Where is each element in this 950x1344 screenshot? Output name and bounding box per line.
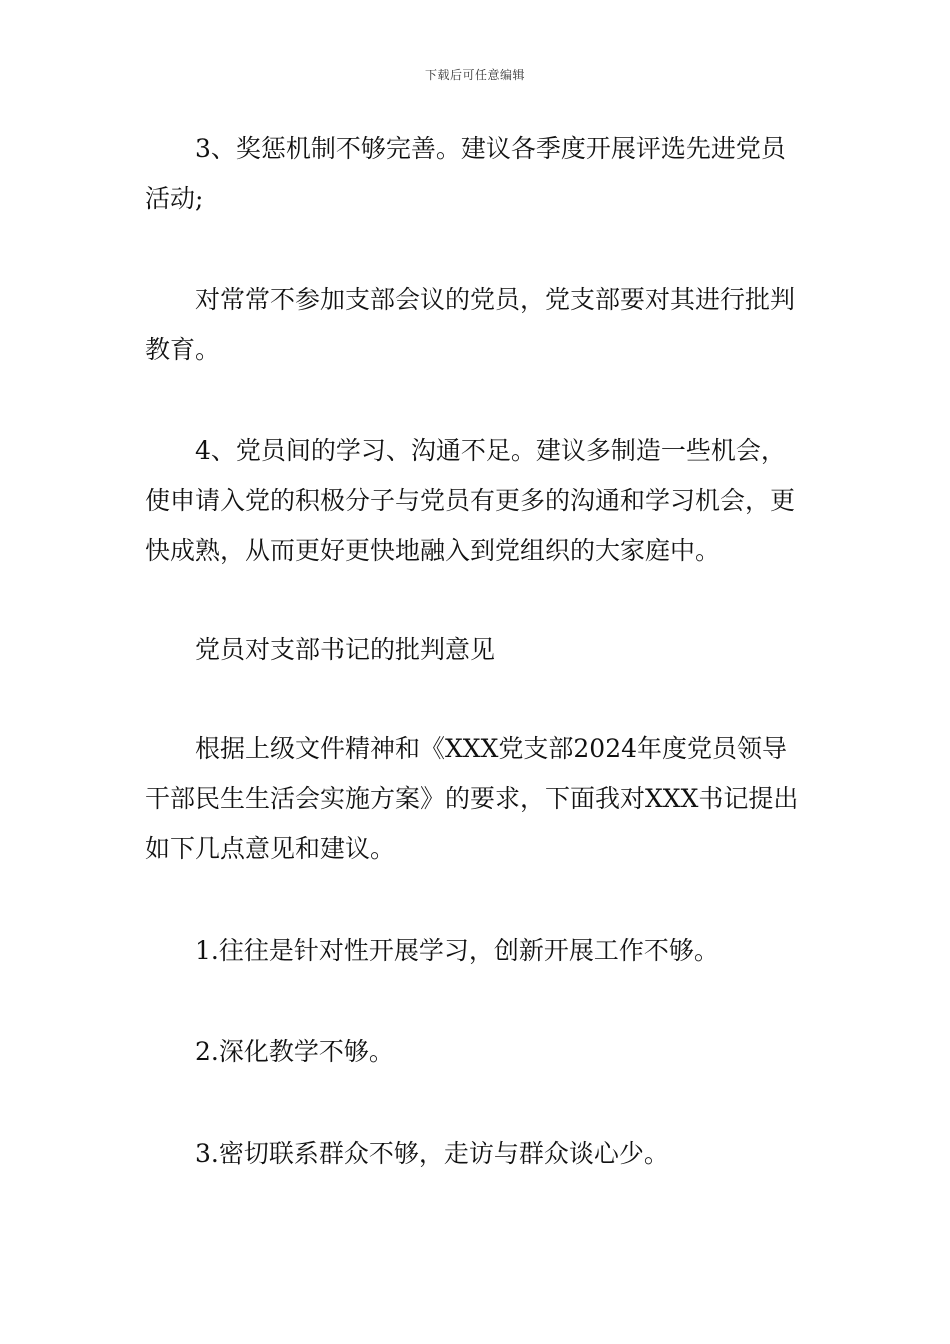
- paragraph-communication: 4、党员间的学习、沟通不足。建议多制造一些机会，使申请入党的积极分子与党员有更多的沟通和学习机会，更快成熟，从而更好更快地融入到党组织的大家庭中。: [145, 436, 796, 565]
- list-item-2: 2.深化教学不够。: [195, 1037, 394, 1066]
- document-body: [145, 124, 810, 1179]
- paragraph-criticism-education: 对常常不参加支部会议的党员，党支部要对其进行批判教育。: [145, 285, 796, 364]
- page-header-note: 下载后可任意编辑: [424, 68, 525, 82]
- list-item-3: 3.密切联系群众不够，走访与群众谈心少。: [195, 1139, 669, 1168]
- paragraph-reward-punishment: 3、奖惩机制不够完善。建议各季度开展评选先进党员活动;: [145, 134, 786, 213]
- list-item-1: 1.往往是针对性开展学习，创新开展工作不够。: [195, 936, 719, 965]
- paragraph-intro: 根据上级文件精神和《XXX党支部2024年度党员领导干部民生生活会实施方案》的要求，下面我对XXX书记提出如下几点意见和建议。: [145, 734, 799, 863]
- section-heading: 党员对支部书记的批判意见: [195, 635, 496, 664]
